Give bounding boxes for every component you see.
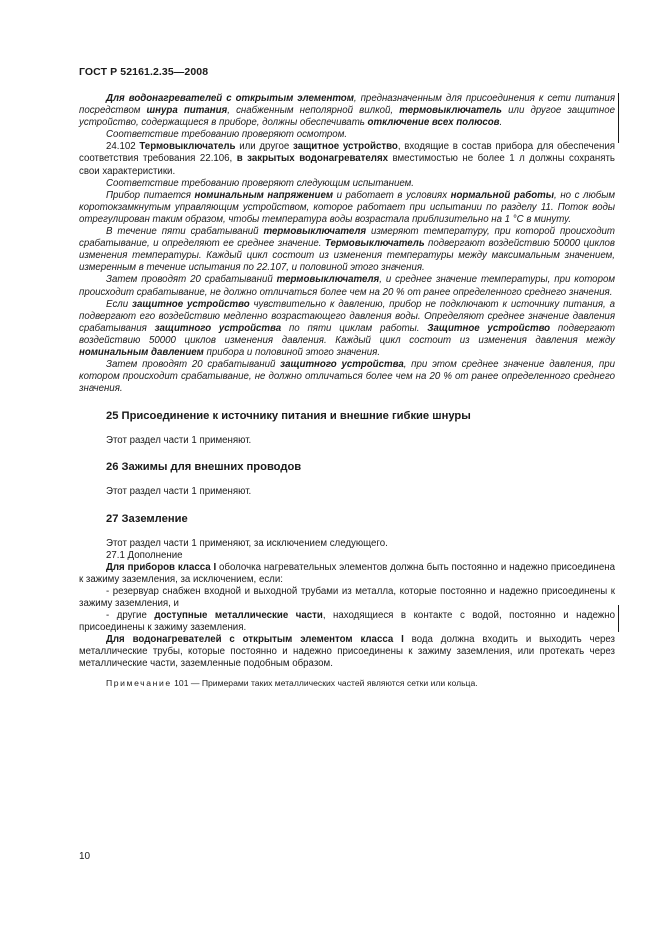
change-bar	[618, 93, 619, 143]
paragraph: Если защитное устройство чувствительно к давлению, прибор не подключают к источнику питания, а подвергают его воздействию медленно возрастающего давления воды. Определяют среднее значение давления срабатывания защитного устройства по пяти циклам работы. Защитное устройство подвергают воздействию 50000 циклов изменения давления. Каждый цикл состоит из изменения давления между номинальным давлением прибора и половиной этого значения.	[79, 298, 615, 358]
section-heading: 26 Зажимы для внешних проводов	[106, 461, 302, 474]
paragraph: Прибор питается номинальным напряжением и работает в условиях нормальной работы, но с любым коротокзамкнутым управляющим устройством, которое работает при испытании по разделу 11. Поток воды отрегулирован таким образом, чтобы температура воды возрастала приблизительно на 1 °С в минуту.	[79, 189, 616, 225]
document-body	[79, 93, 615, 689]
paragraph: Этот раздел части 1 применяют, за исключением следующего.	[106, 537, 388, 549]
paragraph: 24.102 Термовыключатель или другое защитное устройство, входящие в состав прибора для обеспечения соответствия требования 22.106, в закрытых водонагревателях вместимостью не более 1 л должны сохранять свои характеристики.	[79, 141, 615, 177]
page-number: 10	[79, 851, 91, 862]
change-bar	[618, 605, 619, 632]
paragraph: Затем проводят 20 срабатываний термовыключателя, и среднее значение температуры, при котором происходит срабатывание, не должно отличаться более чем на 20 % от ранее определенного среднего значения.	[79, 274, 615, 298]
paragraph: Для приборов класса I оболочка нагревательных элементов должна быть постоянно и надежно присоединена к зажиму заземления, за исключением, если:	[79, 561, 615, 585]
paragraph: Соответствие требованию проверяют осмотром.	[106, 129, 348, 141]
paragraph: Этот раздел части 1 применяют.	[106, 435, 252, 447]
section-heading: 25 Присоединение к источнику питания и внешние гибкие шнуры	[106, 410, 471, 423]
paragraph: В течение пяти срабатываний термовыключателя измеряют температуру, при которой происходит срабатывание, и определяют ее среднее значение. Термовыключатель подвергают воздействию 50000 циклов изменения температуры. Каждый цикл состоит из изменения температуры между максимальным значением, измеренным в течение испытания по 22.107, и половиной этого значения.	[79, 226, 615, 274]
paragraph: Затем проводят 20 срабатываний защитного устройства, при этом среднее значение давления, при котором происходит срабатывание, не должно отличаться более чем на 20 % от ранее определенного среднего значения.	[79, 359, 616, 395]
paragraph: Для водонагревателей с открытым элементом класса I вода должна входить и выходить через металлические трубы, которые постоянно и надежно присоединены к зажиму заземления, или протекать через металлические части, заземленные подобным образом.	[79, 634, 615, 670]
note: Примечание 101 — Примерами таких металлических частей являются сетки или кольца.	[106, 677, 478, 688]
document-header: ГОСТ Р 52161.2.35—2008	[79, 66, 209, 78]
list-item: - другие доступные металлические части, находящиеся в контакте с водой, постоянно и надежно присоединены к зажиму заземления.	[79, 610, 616, 634]
paragraph: Соответствие требованию проверяют следующим испытанием.	[106, 177, 414, 189]
list-item: - резервуар снабжен входной и выходной трубами из металла, которые постоянно и надежно присоединены к зажиму заземления, и	[79, 585, 615, 609]
section-heading: 27 Заземление	[106, 512, 188, 525]
subsection-heading: 27.1 Дополнение	[106, 549, 183, 561]
paragraph: Для водонагревателей с открытым элементом, предназначенным для присоединения к сети питания посредством шнура питания, снабженным неполярной вилкой, термовыключатель или другое защитное устройство, содержащиеся в приборе, должны обеспечивать отключение всех полюсов.	[79, 93, 615, 129]
paragraph: Этот раздел части 1 применяют.	[106, 486, 252, 498]
